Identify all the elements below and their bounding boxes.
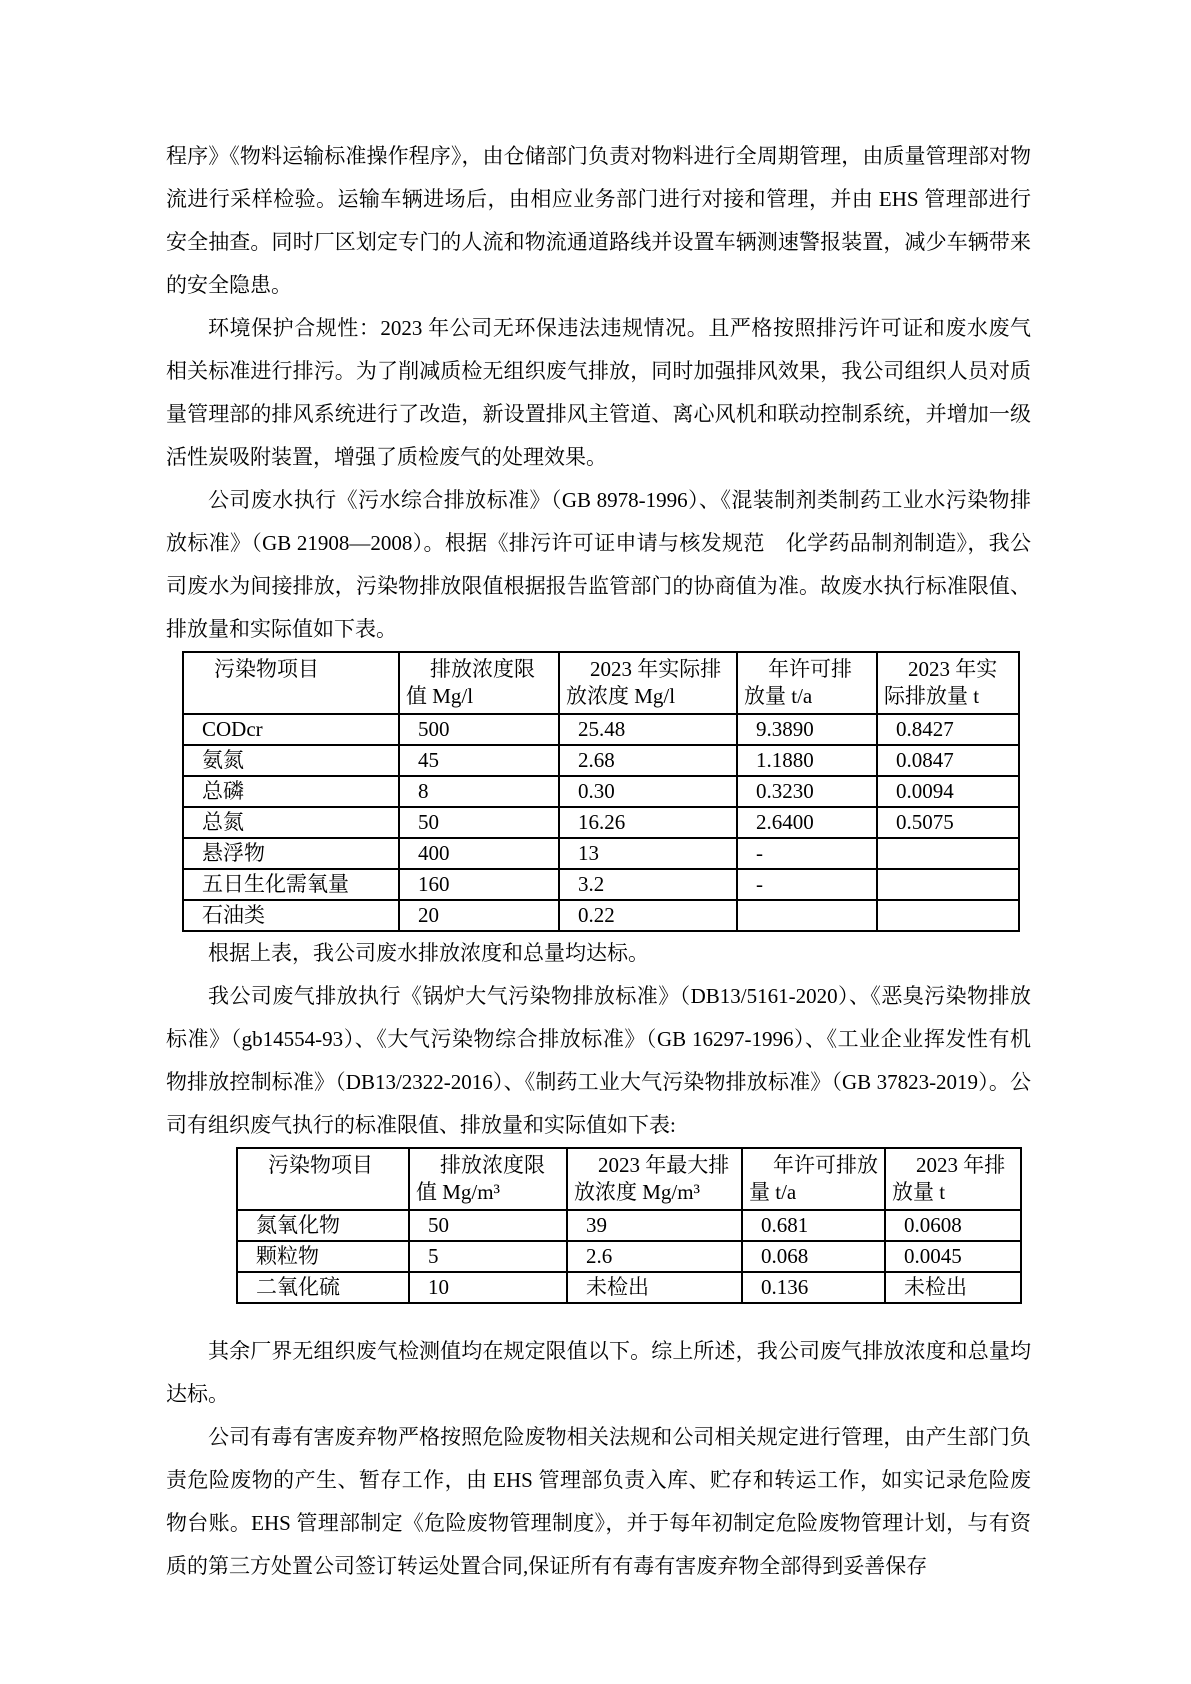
cell-actual-amount bbox=[877, 838, 1019, 869]
cell-actual-concentration: 16.26 bbox=[559, 807, 737, 838]
paragraph-waste-gas-standards: 我公司废气排放执行《锅炉大气污染物排放标准》（DB13/5161-2020）、《恶臭污染物排放标准》（gb14554-93）、《大气污染物综合排放标准》（GB 16297-1996）、《工业企业挥发性有机物排放控制标准》（DB13/2322-2016）、《制药工业大气污染物排放标准》（GB 37823-2019）。公司有组织废气执行的标准限值、排放量和实际值如下表: bbox=[166, 984, 1031, 1137]
table-header-row bbox=[183, 652, 1019, 714]
cell-permitted-amount: 9.3890 bbox=[737, 714, 877, 745]
cell-pollutant: 石油类 bbox=[183, 900, 399, 931]
cell-pollutant: 五日生化需氧量 bbox=[183, 869, 399, 900]
cell-limit: 45 bbox=[399, 745, 559, 776]
waste-gas-emissions-table bbox=[236, 1147, 1022, 1304]
cell-limit: 400 bbox=[399, 838, 559, 869]
cell-actual-amount: 0.0847 bbox=[877, 745, 1019, 776]
cell-annual-amount: 0.0045 bbox=[885, 1241, 1021, 1272]
header-cell-max-concentration: 2023 年最大排放浓度 Mg/m³ bbox=[567, 1148, 742, 1210]
cell-permitted-amount: - bbox=[737, 869, 877, 900]
cell-pollutant: 悬浮物 bbox=[183, 838, 399, 869]
cell-limit: 20 bbox=[399, 900, 559, 931]
cell-pollutant: 颗粒物 bbox=[237, 1241, 409, 1272]
wastewater-emissions-table bbox=[182, 651, 1020, 932]
cell-pollutant: 氮氧化物 bbox=[237, 1210, 409, 1241]
header-cell-concentration-limit: 排放浓度限值 Mg/l bbox=[399, 652, 559, 714]
cell-actual-concentration: 0.30 bbox=[559, 776, 737, 807]
header-cell-concentration-limit: 排放浓度限值 Mg/m³ bbox=[409, 1148, 567, 1210]
cell-max-concentration: 未检出 bbox=[567, 1272, 742, 1303]
header-cell-permitted-annual-amount: 年许可排放量 t/a bbox=[742, 1148, 885, 1210]
cell-actual-amount: 0.8427 bbox=[877, 714, 1019, 745]
cell-limit: 500 bbox=[399, 714, 559, 745]
cell-actual-concentration: 0.22 bbox=[559, 900, 737, 931]
cell-actual-amount bbox=[877, 869, 1019, 900]
cell-actual-concentration: 25.48 bbox=[559, 714, 737, 745]
header-cell-pollutant: 污染物项目 bbox=[183, 652, 399, 714]
cell-actual-amount: 0.5075 bbox=[877, 807, 1019, 838]
cell-limit: 10 bbox=[409, 1272, 567, 1303]
table-row bbox=[183, 807, 1019, 838]
paragraph-wastewater-conclusion: 根据上表，我公司废水排放浓度和总量均达标。 bbox=[208, 941, 649, 965]
cell-actual-concentration: 13 bbox=[559, 838, 737, 869]
header-cell-actual-annual-amount: 2023 年实际排放量 t bbox=[877, 652, 1019, 714]
cell-permitted-amount: 0.068 bbox=[742, 1241, 885, 1272]
cell-actual-amount bbox=[877, 900, 1019, 931]
cell-max-concentration: 2.6 bbox=[567, 1241, 742, 1272]
table-row bbox=[183, 776, 1019, 807]
cell-actual-concentration: 2.68 bbox=[559, 745, 737, 776]
table-row bbox=[183, 745, 1019, 776]
cell-limit: 50 bbox=[409, 1210, 567, 1241]
cell-permitted-amount: 2.6400 bbox=[737, 807, 877, 838]
cell-permitted-amount: 0.681 bbox=[742, 1210, 885, 1241]
cell-max-concentration: 39 bbox=[567, 1210, 742, 1241]
paragraph-material-handling: 程序》《物料运输标准操作程序》，由仓储部门负责对物料进行全周期管理，由质量管理部对物流进行采样检验。运输车辆进场后，由相应业务部门进行对接和管理，并由 EHS 管理部进行安全抽查。同时厂区划定专门的人流和物流通道路线并设置车辆测速警报装置，减少车辆带来的安全隐患。 bbox=[166, 144, 1031, 297]
cell-pollutant: 总磷 bbox=[183, 776, 399, 807]
table-row bbox=[237, 1210, 1021, 1241]
cell-annual-amount: 未检出 bbox=[885, 1272, 1021, 1303]
cell-pollutant: 二氧化硫 bbox=[237, 1272, 409, 1303]
table-row bbox=[237, 1241, 1021, 1272]
cell-pollutant: CODcr bbox=[183, 714, 399, 745]
header-cell-annual-amount: 2023 年排放量 t bbox=[885, 1148, 1021, 1210]
cell-permitted-amount: 0.3230 bbox=[737, 776, 877, 807]
cell-permitted-amount bbox=[737, 900, 877, 931]
cell-limit: 8 bbox=[399, 776, 559, 807]
cell-pollutant: 总氮 bbox=[183, 807, 399, 838]
table-row bbox=[237, 1272, 1021, 1303]
paragraph-waste-gas-conclusion: 其余厂界无组织废气检测值均在规定限值以下。综上所述，我公司废气排放浓度和总量均达标。 bbox=[166, 1339, 1031, 1406]
table-header-row bbox=[237, 1148, 1021, 1210]
cell-permitted-amount: 0.136 bbox=[742, 1272, 885, 1303]
cell-limit: 160 bbox=[399, 869, 559, 900]
cell-actual-concentration: 3.2 bbox=[559, 869, 737, 900]
cell-pollutant: 氨氮 bbox=[183, 745, 399, 776]
table-row bbox=[183, 900, 1019, 931]
paragraph-hazardous-waste-management: 公司有毒有害废弃物严格按照危险废物相关法规和公司相关规定进行管理，由产生部门负责危险废物的产生、暂存工作，由 EHS 管理部负责入库、贮存和转运工作，如实记录危险废物台账。EHS 管理部制定《危险废物管理制度》，并于每年初制定危险废物管理计划，与有资质的第三方处置公司签订转运处置合同,保证所有有毒有害废弃物全部得到妥善保存 bbox=[166, 1425, 1031, 1578]
cell-limit: 50 bbox=[399, 807, 559, 838]
header-cell-permitted-annual-amount: 年许可排放量 t/a bbox=[737, 652, 877, 714]
cell-permitted-amount: - bbox=[737, 838, 877, 869]
header-cell-pollutant: 污染物项目 bbox=[237, 1148, 409, 1210]
table-row bbox=[183, 869, 1019, 900]
paragraph-wastewater-standards: 公司废水执行《污水综合排放标准》（GB 8978-1996）、《混装制剂类制药工业水污染物排放标准》（GB 21908—2008）。根据《排污许可证申请与核发规范 化学药品制剂制造》，我公司废水为间接排放，污染物排放限值根据报告监管部门的协商值为准。故废水执行标准限值、排放量和实际值如下表。 bbox=[166, 488, 1031, 641]
header-cell-actual-concentration: 2023 年实际排放浓度 Mg/l bbox=[559, 652, 737, 714]
cell-limit: 5 bbox=[409, 1241, 567, 1272]
cell-permitted-amount: 1.1880 bbox=[737, 745, 877, 776]
cell-annual-amount: 0.0608 bbox=[885, 1210, 1021, 1241]
table-row bbox=[183, 838, 1019, 869]
table-row bbox=[183, 714, 1019, 745]
paragraph-environmental-compliance: 环境保护合规性：2023 年公司无环保违法违规情况。且严格按照排污许可证和废水废气相关标准进行排污。为了削减质检无组织废气排放，同时加强排风效果，我公司组织人员对质量管理部的排风系统进行了改造，新设置排风主管道、离心风机和联动控制系统，并增加一级活性炭吸附装置，增强了质检废气的处理效果。 bbox=[166, 316, 1031, 469]
cell-actual-amount: 0.0094 bbox=[877, 776, 1019, 807]
